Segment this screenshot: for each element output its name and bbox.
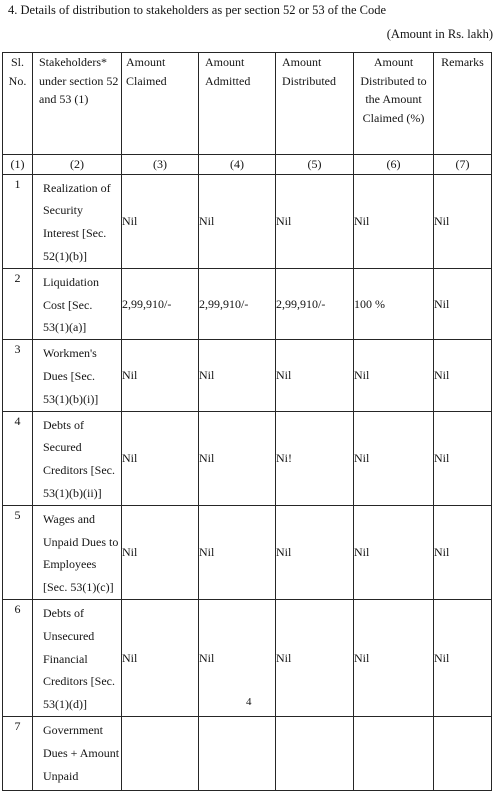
column-number-row [3,155,492,175]
amount-admitted: Nil [199,174,276,268]
amount-admitted [199,716,276,790]
amount-admitted: 2,99,910/- [199,268,276,339]
serial-number: 1 [3,174,33,268]
amount-claimed: Nil [122,599,199,716]
column-header: Amount Distributed [276,53,354,155]
table-row [3,268,492,339]
stakeholder-name: Debts of Unsecured Financial Creditors [Sec. 53(1)(d)] [33,599,122,716]
column-header: Sl. No. [3,53,33,155]
amount-admitted: Nil [199,340,276,411]
amount-distributed [276,716,354,790]
amount-admitted: Nil [199,599,276,716]
column-number: (2) [33,155,122,175]
header-row [3,53,492,155]
page-number: 4 [246,696,252,708]
distributed-percent: Nil [354,505,434,599]
amount-distributed: Nil [276,505,354,599]
amount-claimed: 2,99,910/- [122,268,199,339]
table-row [3,340,492,411]
serial-number: 6 [3,599,33,716]
table-row [3,174,492,268]
remarks: Nil [434,174,492,268]
column-header: Amount Admitted [199,53,276,155]
column-number: (3) [122,155,199,175]
distributed-percent: Nil [354,174,434,268]
table-row [3,716,492,790]
amount-distributed: Ni! [276,411,354,505]
stakeholder-name: Realization of Security Interest [Sec. 52(1)(b)] [33,174,122,268]
column-number: (6) [354,155,434,175]
amount-claimed: Nil [122,340,199,411]
table-row [3,505,492,599]
column-header: Amount Claimed [122,53,199,155]
column-number: (4) [199,155,276,175]
serial-number: 5 [3,505,33,599]
column-header: Remarks [434,53,492,155]
remarks: Nil [434,268,492,339]
section-heading: 4. Details of distribution to stakeholders as per section 52 or 53 of the Code [8,3,387,17]
amount-claimed [122,716,199,790]
column-number: (1) [3,155,33,175]
stakeholder-name: Liquidation Cost [Sec. 53(1)(a)] [33,268,122,339]
amount-claimed: Nil [122,411,199,505]
amount-admitted: Nil [199,411,276,505]
serial-number: 4 [3,411,33,505]
amount-distributed: 2,99,910/- [276,268,354,339]
distributed-percent [354,716,434,790]
column-header: Stakeholders* under section 52 and 53 (1) [33,53,122,155]
amount-claimed: Nil [122,174,199,268]
amount-distributed: Nil [276,599,354,716]
amount-claimed: Nil [122,505,199,599]
column-number: (5) [276,155,354,175]
distributed-percent: 100 % [354,268,434,339]
remarks [434,716,492,790]
serial-number: 2 [3,268,33,339]
remarks: Nil [434,599,492,716]
amount-admitted: Nil [199,505,276,599]
amount-distributed: Nil [276,174,354,268]
column-number: (7) [434,155,492,175]
distributed-percent: Nil [354,599,434,716]
distributed-percent: Nil [354,411,434,505]
stakeholder-name: Debts of Secured Creditors [Sec. 53(1)(b)(ii)] [33,411,122,505]
distribution-table [2,52,492,791]
amount-distributed: Nil [276,340,354,411]
stakeholder-name: Government Dues + Amount Unpaid [33,716,122,790]
stakeholder-name: Workmen's Dues [Sec. 53(1)(b)(i)] [33,340,122,411]
distributed-percent: Nil [354,340,434,411]
remarks: Nil [434,411,492,505]
unit-note: (Amount in Rs. lakh) [386,27,493,41]
serial-number: 3 [3,340,33,411]
column-header: Amount Distributed to the Amount Claimed (%) [354,53,434,155]
remarks: Nil [434,340,492,411]
stakeholder-name: Wages and Unpaid Dues to Employees [Sec. 53(1)(c)] [33,505,122,599]
serial-number: 7 [3,716,33,790]
table-row [3,411,492,505]
remarks: Nil [434,505,492,599]
